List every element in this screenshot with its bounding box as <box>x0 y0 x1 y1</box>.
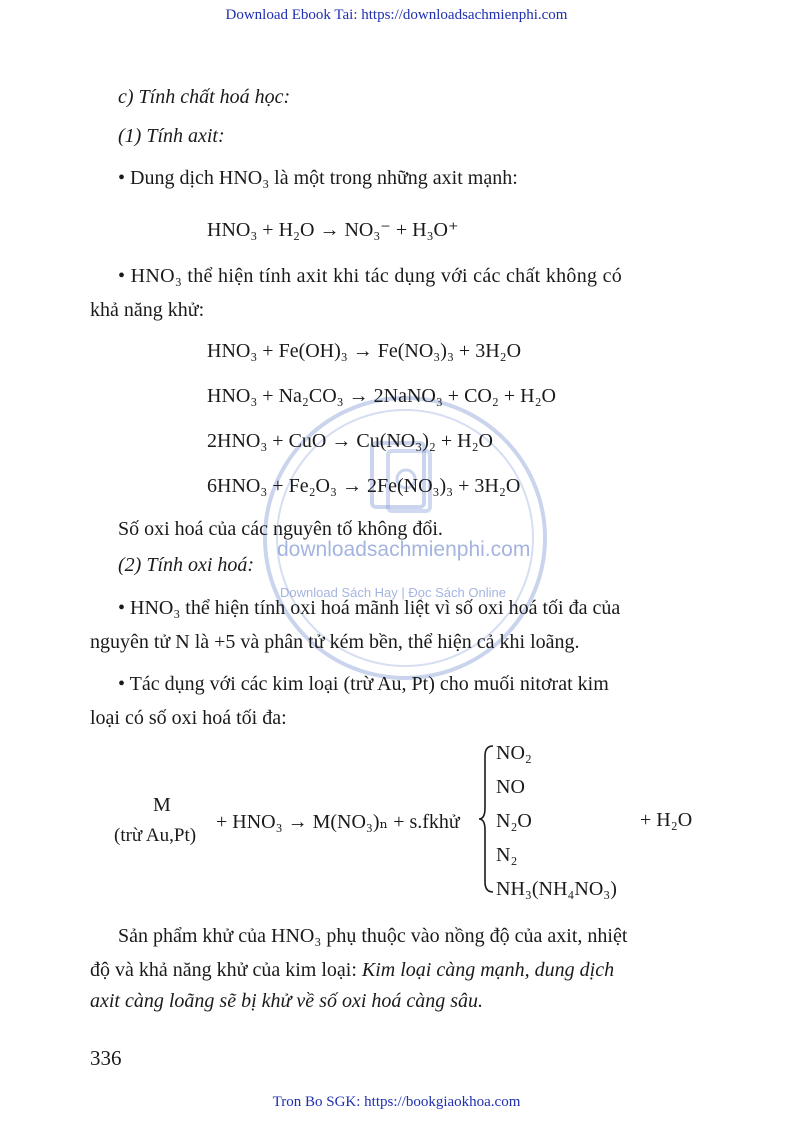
sub-title-acid: (1) Tính axit: <box>118 125 225 147</box>
bullet-metals-line2: loại có số oxi hoá tối đa: <box>90 707 287 729</box>
equation-2: HNO₃ + Na₂CO₃ → 2NaNO₃ + CO₂ + H₂O <box>207 385 556 407</box>
equation-3: 2HNO₃ + CuO → Cu(NO₃)₂ + H₂O <box>207 430 493 452</box>
bullet-oxidizing-line2: nguyên tử N là +5 và phân tử kém bền, thể hiện cả khi loãng. <box>90 631 580 653</box>
note-oxidation-unchanged: Số oxi hoá của các nguyên tố không đổi. <box>118 518 443 540</box>
bullet-non-reducing-line2: khả năng khử: <box>90 299 205 321</box>
section-title: c) Tính chất hoá học: <box>118 86 291 108</box>
paragraph-line1: Sản phẩm khử của HNO₃ phụ thuộc vào nồng độ của axit, nhiệt <box>118 925 628 947</box>
equation-0: HNO₃ + H₂O → NO₃⁻ + H₃O⁺ <box>207 219 459 241</box>
header-download-link[interactable]: Download Ebook Tai: https://downloadsachmienphi.com <box>225 7 568 23</box>
product-no: NO <box>496 776 525 798</box>
watermark-main-text: downloadsachmienphi.com <box>277 538 531 561</box>
product-no2: NO₂ <box>496 742 532 764</box>
bullet-oxidizing-line1: • HNO₃ thể hiện tính oxi hoá mãnh liệt vì số oxi hoá tối đa của <box>118 597 621 619</box>
bullet-non-reducing-line1: • HNO₃ thể hiện tính axit khi tác dụng với các chất không có <box>118 265 623 287</box>
bullet-metals-line1: • Tác dụng với các kim loại (trừ Au, Pt) cho muối nitơrat kim <box>118 673 609 695</box>
equation-4: 6HNO₃ + Fe₂O₃ → 2Fe(NO₃)₃ + 3H₂O <box>207 475 521 497</box>
product-n2: N₂ <box>496 844 518 866</box>
paragraph-line2 <box>90 959 614 982</box>
left-brace-icon <box>477 744 495 894</box>
reactant-metal: M <box>153 794 171 816</box>
product-n2o: N₂O <box>496 810 532 832</box>
bullet-strong-acid: • Dung dịch HNO₃ là một trong những axit mạnh: <box>118 167 518 189</box>
paragraph-line2-normal: độ và khả năng khử của kim loại: <box>90 959 362 981</box>
watermark-sub-text: Download Sách Hay | Đọc Sách Online <box>280 585 506 600</box>
reactant-metal-note: (trừ Au,Pt) <box>114 825 197 846</box>
footer-sgk-link[interactable]: Tron Bo SGK: https://bookgiaokhoa.com <box>272 1094 521 1110</box>
paragraph-line3: axit càng loãng sẽ bị khử về số oxi hoá càng sâu. <box>90 990 484 1012</box>
sub-title-oxidizing: (2) Tính oxi hoá: <box>118 554 255 576</box>
equation-1: HNO₃ + Fe(OH)₃ → Fe(NO₃)₃ + 3H₂O <box>207 340 522 362</box>
paragraph-line2-italic: Kim loại càng mạnh, dung dịch <box>361 959 615 981</box>
product-nh3: NH₃(NH₄NO₃) <box>496 878 617 900</box>
reaction-water: + H₂O <box>640 809 693 831</box>
reaction-middle: + HNO₃ → M(NO₃)ₙ + s.fkhử <box>216 811 460 833</box>
page-number: 336 <box>90 1046 122 1070</box>
